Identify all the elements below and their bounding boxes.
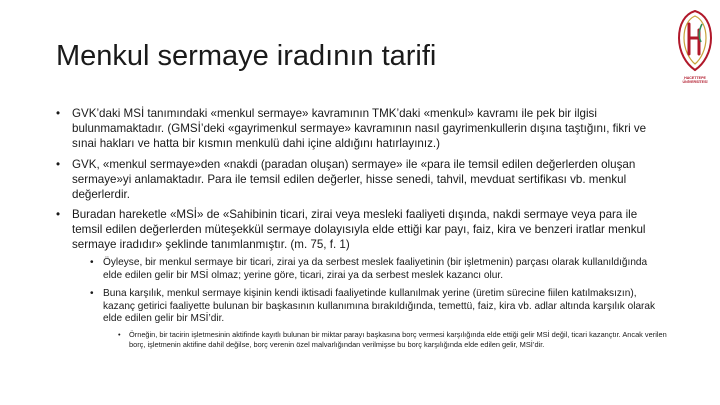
bullet-item — [56, 107, 668, 152]
sub-sub-bullet-item — [118, 330, 668, 350]
university-logo-caption: HACETTEPE ÜNİVERSİTESİ — [682, 76, 708, 85]
sub-bullet-item — [90, 257, 668, 283]
sub-bullet-text: Buna karşılık, menkul sermaye kişinin kendi iktisadi faaliyetinde kullanılmak yerine (üretim sürecine fiilen katılmaksızın), kazanç getirici faaliyette bulunan bir başkasının kullanımına bırakıldığında, temettü, faiz, kira vb. adlar altında karşılık olarak elde edilen gelir bir MSİ’dir. — [103, 287, 656, 325]
slide-title: Menkul sermaye iradının tarifi — [56, 40, 437, 72]
sub-bullet-text: Öyleyse, bir menkul sermaye bir ticari, zirai ya da serbest meslek faaliyetinin (bir işletmenin) parçası olarak kullanıldığında elde edilen gelir bir MSİ olmaz; yerine göre, ticari, zirai ya da serbest meslek kazancı olur. — [103, 257, 648, 281]
bullet-item — [56, 158, 668, 203]
bullet-text: GVK, «menkul sermaye»den «nakdi (paradan oluşan) sermaye» ile «para ile temsil edilen değerlerden oluşan sermaye»yi anlamaktadır. Para ile temsil edilen değerler, hisse senedi, tahvil, mevduat sertifikası vb. menkul değerlerdir. — [72, 157, 636, 201]
sub-sub-bullet-marker: • — [118, 330, 121, 340]
bullet-marker: • — [56, 107, 61, 120]
bullet-text: GVK’daki MSİ tanımındaki «menkul sermaye» kavramının TMK’daki «menkul» kavramı ile pek bir ilgisi bulunmamaktadır. (GMSİ’deki «gayrimenkul sermaye» kavramının nasıl gayrimenkullerin dışına taştığını, fikri ve sınai hakları ve hatta bir kısmın menkulü dahi içine aldığını hatırlayınız.) — [72, 107, 647, 150]
sub-bullet-marker: • — [90, 257, 94, 269]
bullet-marker: • — [56, 157, 61, 171]
bullet-item — [56, 208, 668, 253]
slide-body — [56, 107, 668, 350]
bullet-marker: • — [56, 208, 61, 222]
sub-sub-bullet-text: Örneğin, bir tacirin işletmesinin aktifinde kayıtlı bulunan bir miktar parayı başkasına borç vermesi karşılığında elde ettiği gelir MSİ değil, ticari kazançtır. Ancak verilen borç, işletmenin aktifine dahil değilse, borç verenin özel malvarlığından verilmişse bu borç karşılığında elde edilen gelir, MSİ’dir. — [129, 330, 667, 349]
university-logo-icon — [675, 8, 715, 74]
sub-bullet-marker: • — [90, 287, 94, 299]
sub-bullet-item — [90, 288, 668, 326]
bullet-text: Buradan hareketle «MSİ» de «Sahibinin ticari, zirai veya mesleki faaliyeti dışında, nakdi sermaye veya para ile temsil edilen değerlerden müteşekkül sermaye dolayısıyla elde ettiği kar payı, faiz, kira ve benzeri iratlar menkul sermaye iradıdır» şeklinde tanımlanmıştır. (m. 75, f. 1) — [72, 208, 646, 252]
